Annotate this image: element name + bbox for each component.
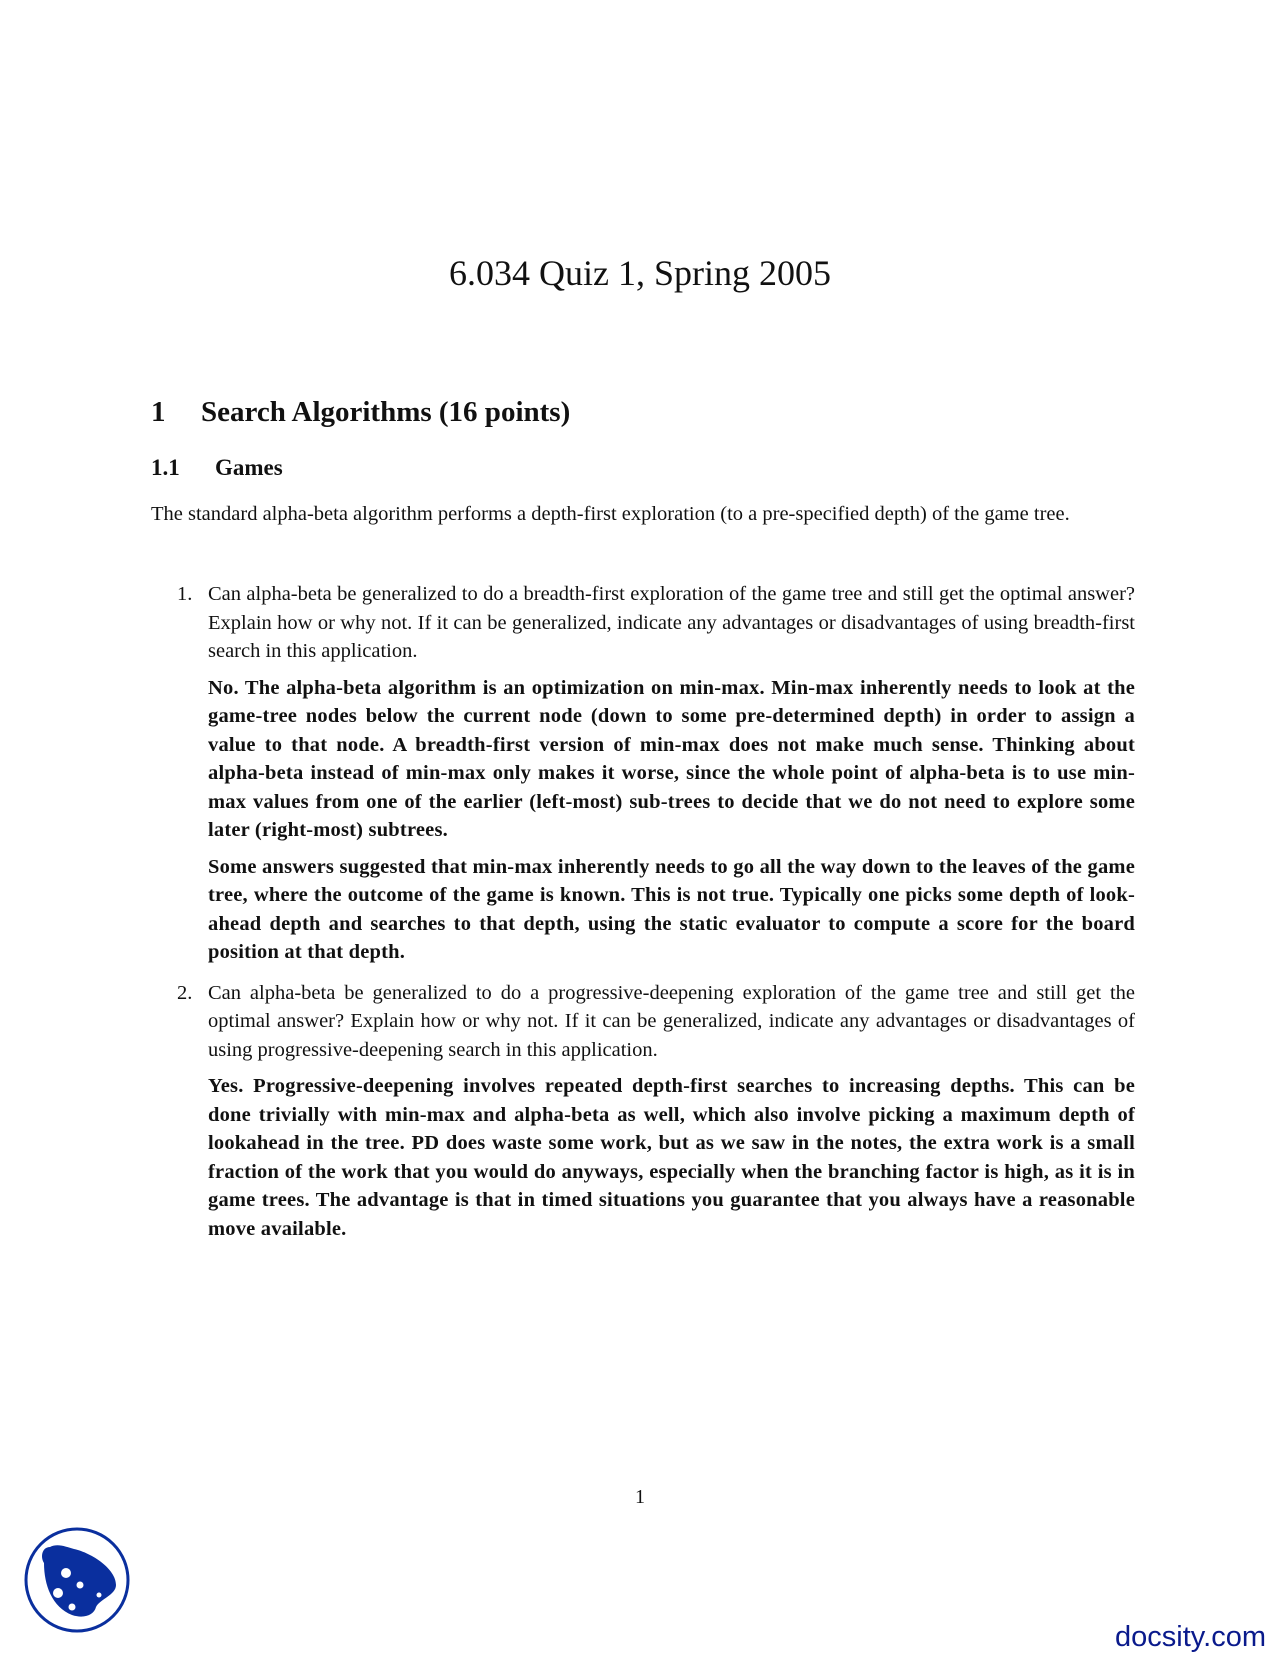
- docsity-logo-icon[interactable]: [22, 1525, 132, 1635]
- answer-paragraph: Some answers suggested that min-max inherently needs to go all the way down to the leaves of the game tree, where the outcome of the game is known. This is not true. Typically one picks some depth of look-ahead depth and searches to that depth, using the static evaluator to compute a score for the board position at that depth.: [208, 855, 1135, 963]
- answer-paragraph: Yes. Progressive-deepening involves repeated depth-first searches to increasing depths. This can be done trivially with min-max and alpha-beta as well, which also involve picking a maximum depth of lookahead in the tree. PD does waste some work, but as we saw in the notes, the extra work is a small fraction of the work that you would do anyways, especially when the branching factor is high, as it is in game trees. The advantage is that in timed situations you guarantee that you always have a reasonable move available.: [208, 1075, 1135, 1240]
- subsection-heading: [151, 455, 283, 481]
- document-title: 6.034 Quiz 1, Spring 2005: [449, 253, 831, 294]
- section-title: Search Algorithms (16 points): [201, 396, 571, 428]
- docsity-logo-graphic: [22, 1525, 132, 1635]
- question-list: [151, 580, 1135, 1255]
- question-number: 1.: [177, 583, 193, 605]
- question-text: Can alpha-beta be generalized to do a progressive-deepening exploration of the game tree and still get the optimal answer? Explain how or why not. If it can be generalized, indicate any advantages or disadvantages of using progressive-deepening search in this application.: [208, 981, 1135, 1061]
- section-number: 1: [151, 396, 166, 428]
- section-heading: [151, 396, 570, 429]
- subsection-number: 1.1: [151, 455, 180, 480]
- answer-paragraph: No. The alpha-beta algorithm is an optimization on min-max. Min-max inherently needs to look at the game-tree nodes below the current node (down to some pre-determined depth) in order to assign a value to that node. A breadth-first version of min-max does not make much sense. Thinking about alpha-beta instead of min-max only makes it worse, since the whole point of alpha-beta is to use min-max values from one of the earlier (left-most) sub-trees to decide that we do not need to explore some later (right-most) subtrees.: [208, 676, 1135, 841]
- question-item: [151, 979, 1135, 1244]
- docsity-brand-link[interactable]: docsity.com: [1115, 1621, 1266, 1653]
- subsection-title: Games: [215, 455, 283, 480]
- question-text: Can alpha-beta be generalized to do a breadth-first exploration of the game tree and still get the optimal answer? Explain how or why not. If it can be generalized, indicate any advantages or disadvantages of using breadth-first search in this application.: [208, 583, 1135, 662]
- intro-paragraph: The standard alpha-beta algorithm performs a depth-first exploration (to a pre-specified depth) of the game tree.: [151, 503, 1070, 525]
- page-number: 1: [635, 1486, 645, 1508]
- question-item: [151, 580, 1135, 967]
- question-number: 2.: [177, 981, 193, 1004]
